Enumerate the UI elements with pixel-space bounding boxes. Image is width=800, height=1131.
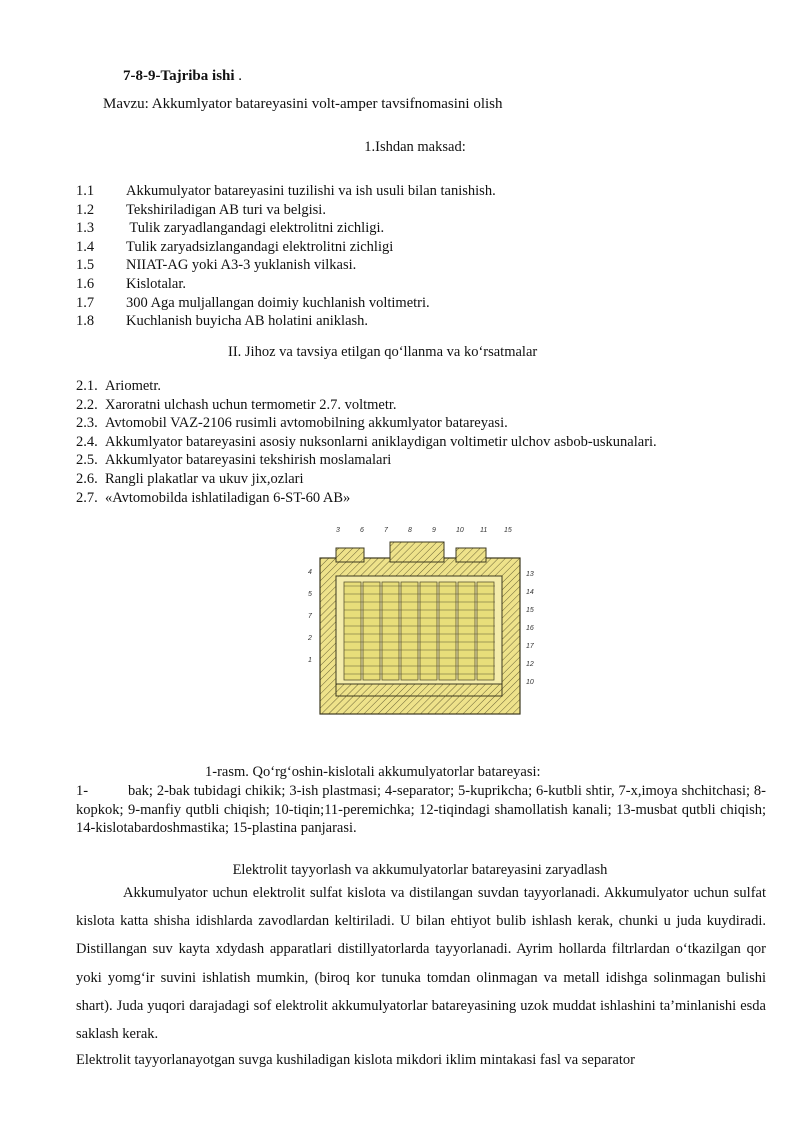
item-number: 2.2.	[76, 396, 98, 413]
list-item	[76, 182, 496, 201]
item-number: 1.8	[76, 313, 95, 330]
figure-left-label: 4	[308, 569, 312, 576]
item-number: 2.3.	[76, 415, 98, 432]
plate	[439, 582, 456, 680]
list-item	[76, 377, 657, 396]
item-number: 2.6.	[76, 470, 98, 487]
paragraph-1-text: Akkumulyator uchun elektrolit sulfat kislota va distilangan suvdan tayyorlanadi. Akkumulyator uchun sulfat kislota katta shisha idishlarda zavodlardan keltiriladi. U bilan ehtiyot bulib ishlash kerak, chunki u juda kuydiradi. Distillangan suv kayta xdydash apparatlari distillyatorlarda tayyorlanadi. Ayrim hollarda filtrlardan o‘tkazilgan qor yoki yomg‘ir suvini ishlatish mumkin, (biroq kor tunuka tomdan olinmagan va metall idishga solinmagan bulishi shart). Juda yuqori darajadagi sof elektrolit akkumulyatorlar batareyasining uzok muddat ishlashini ta’minlanishi esda saklash kerak.	[76, 885, 766, 1043]
heading-bold: 7-8-9-Tajriba ishi	[123, 68, 235, 84]
item-number: 1.4	[76, 238, 95, 255]
item-number: 2.5.	[76, 452, 98, 469]
item-text: Akkumulyator batareyasini tuzilishi va ish usuli bilan tanishish.	[126, 183, 496, 199]
section1-list	[76, 182, 496, 331]
plate	[420, 582, 437, 680]
item-text: Tulik zaryadlangandagi elektrolitni zichligi.	[126, 220, 385, 237]
item-number: 2.4.	[76, 433, 98, 450]
figure-right-label: 10	[526, 679, 534, 686]
item-text: Akkumlyator batareyasini asosiy nuksonlarni aniklaydigan voltimetir ulchov asbob-uskunalari.	[105, 433, 657, 450]
item-text: NIIAT-AG yoki A3-3 yuklanish vilkasi.	[126, 257, 357, 274]
plate	[344, 582, 361, 680]
heading-rest: .	[234, 68, 243, 84]
figure-legend	[76, 782, 766, 838]
item-text: Ariometr.	[105, 378, 161, 394]
item-text: Kislotalar.	[126, 275, 187, 292]
figure-left-label: 1	[308, 657, 312, 664]
battery-cross-section-figure	[306, 524, 546, 719]
item-number: 1.3	[76, 220, 95, 237]
item-number: 1.5	[76, 257, 95, 274]
item-number: 1.1	[76, 183, 95, 199]
figure-left-label: 5	[308, 591, 312, 598]
topic-line: Mavzu: Akkumlyator batareyasini volt-amper tavsifnomasini olish	[103, 96, 503, 112]
figure-right-label: 17	[526, 643, 534, 650]
list-item	[76, 256, 496, 275]
list-item	[76, 396, 657, 415]
item-number: 2.1.	[76, 378, 98, 394]
list-item	[76, 312, 496, 331]
section2-title: II. Jihoz va tavsiya etilgan qo‘llanma va ko‘rsatmalar	[228, 344, 538, 360]
legend-text: bak; 2-bak tubidagi chikik; 3-ish plastmasi; 4-separator; 5-kuprikcha; 6-kutbli shtir, 7-x,imoya shchitchasi; 8-kopkok; 9-manfiy qutbli chiqish; 10-tiqin;11-peremichka; 12-tiqindagi shamollatish kanali; 13-musbat qutbli chiqish; 14-kislotabardoshmastika; 15-plastina panjarasi.	[76, 783, 766, 836]
list-item	[76, 219, 496, 238]
plate	[477, 582, 494, 680]
figure-top-label: 11	[480, 527, 488, 534]
plate	[382, 582, 399, 680]
figure-top-label: 3	[336, 527, 340, 534]
section3-title: Elektrolit tayyorlash va akkumulyatorlar batareyasini zaryadlash	[232, 862, 608, 878]
paragraph-2: Elektrolit tayyorlanayotgan suvga kushiladigan kislota mikdori iklim mintakasi fasl va separator	[76, 1052, 635, 1068]
figure-top-label: 9	[432, 527, 436, 534]
plate	[363, 582, 380, 680]
figure-right-label: 15	[526, 607, 534, 614]
plate	[401, 582, 418, 680]
item-text: 300 Aga muljallangan doimiy kuchlanish voltimetri.	[126, 294, 430, 311]
item-number: 1.6	[76, 275, 95, 292]
figure-top-label: 15	[504, 527, 512, 534]
item-number: 1.7	[76, 294, 95, 311]
item-text: Rangli plakatlar va ukuv jix,ozlari	[105, 470, 304, 487]
figure-right-label: 12	[526, 661, 534, 668]
list-item	[76, 294, 496, 313]
figure-top-label: 6	[360, 527, 364, 534]
figure-left-label: 7	[308, 613, 312, 620]
item-text: Kuchlanish buyicha AB holatini aniklash.	[126, 313, 369, 330]
list-item	[76, 451, 657, 470]
legend-number: 1-	[76, 783, 89, 799]
item-text: «Avtomobilda ishlatiladigan 6-ST-60 AB»	[105, 489, 351, 506]
figure-left-label: 2	[308, 635, 312, 642]
figure-caption: 1-rasm. Qo‘rg‘oshin-kislotali akkumulyatorlar batareyasi:	[205, 764, 541, 780]
list-item	[76, 201, 496, 220]
figure-top-label: 10	[456, 527, 464, 534]
section1-title: 1.Ishdan maksad:	[364, 139, 466, 155]
figure-right-label: 13	[526, 571, 534, 578]
list-item	[76, 433, 657, 452]
item-number: 1.2	[76, 201, 95, 218]
plate	[458, 582, 475, 680]
item-text: Tekshiriladigan AB turi va belgisi.	[126, 201, 326, 218]
figure-right-label: 14	[526, 589, 534, 596]
list-item	[76, 414, 657, 433]
figure-top-label: 8	[408, 527, 412, 534]
list-item	[76, 489, 657, 508]
item-text: Avtomobil VAZ-2106 rusimli avtomobilning akkumlyator batareyasi.	[105, 415, 508, 432]
list-item	[76, 238, 496, 257]
list-item	[76, 470, 657, 489]
document-heading	[123, 68, 242, 85]
paragraph-1	[76, 879, 766, 1048]
figure-right-label: 16	[526, 625, 534, 632]
item-text: Tulik zaryadsizlangandagi elektrolitni zichligi	[126, 238, 394, 255]
section2-list	[76, 377, 657, 507]
item-text: Akkumlyator batareyasini tekshirish moslamalari	[105, 452, 392, 469]
list-item	[76, 275, 496, 294]
item-text: Xaroratni ulchash uchun termometir 2.7. voltmetr.	[105, 396, 397, 413]
figure-top-label: 7	[384, 527, 388, 534]
item-number: 2.7.	[76, 489, 98, 506]
